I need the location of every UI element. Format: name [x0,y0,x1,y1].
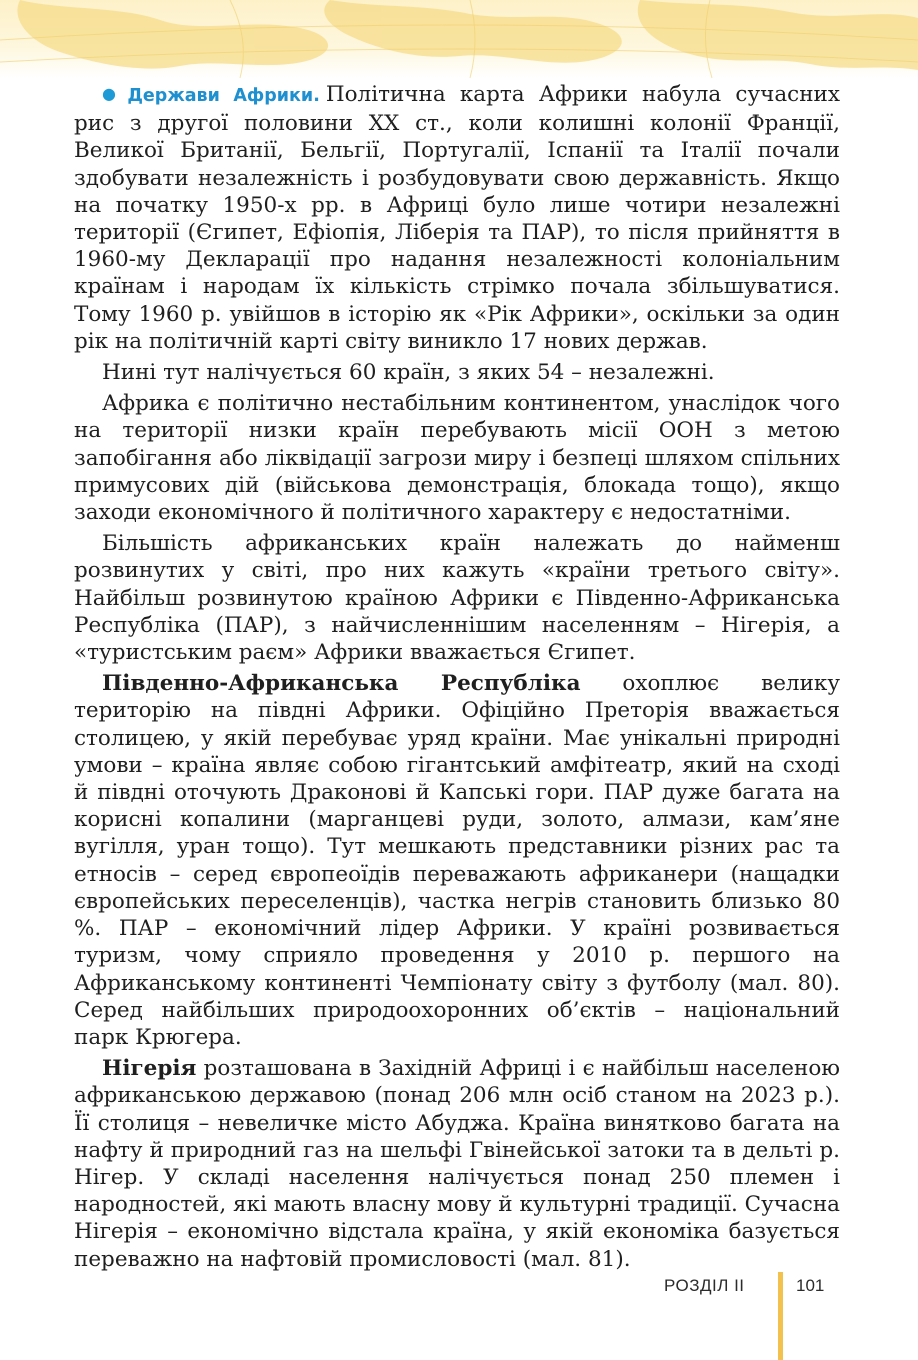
section-heading: Держави Африки. [127,86,320,106]
term-south-africa: Південно-Африканська Республіка [102,671,581,697]
page-number: 101 [796,1276,825,1295]
paragraph-text: Політична карта Африки набула сучасних рис з другої половини XX ст., коли колишні колонії Франції, Великої Британії, Бельгії, Португалії, Іспанії та Італії почали здобувати незалежність і розбудовувати свою державність. Якщо на початку 1950-х рр. в Африці було лише чотири незалежні території (Єгипет, Ефіопія, Ліберія та ПАР), то після прийняття в 1960-му Декларації про надання незалежності колоніальним країнам і народам їх кількість стрімко почала збільшуватися. Тому 1960 р. увійшов в історію як «Рік Африки», оскільки за один рік на політичній карті світу виникло 17 нових держав. [74,82,840,354]
paragraph-text: Нині тут налічується 60 країн, з яких 54 – незалежні. [102,360,715,386]
world-map-icon [0,0,918,78]
paragraph-development [74,530,840,666]
header-banner [0,0,918,78]
paragraph-text: Більшість африканських країн належать до найменш розвинутих у світі, про них кажуть «країни третього світу». Найбільш розвинутою країною Африки є Південно-Африканська Республіка (ПАР), з найчисленнішим населенням – Нігерія, а «туристським раєм» Африки вважається Єгипет. [74,531,840,666]
paragraph-instability [74,390,840,526]
paragraph-text: охоплює велику територію на півдні Африки. Офіційно Преторія вважається столицею, у якій перебуває уряд країни. Має унікальні природні умови – країна являє собою гігантський амфітеатр, який на сході й півдні оточують Драконові й Капські гори. ПАР дуже багата на корисні копалини (марганцеві руди, золото, алмази, кам’яне вугілля, уран тощо). Тут мешкають представники різних рас та етносів – серед європеоїдів переважають африканери (нащадки європейських переселенців), частка негрів становить близько 80 %. ПАР – економічний лідер Африки. У країні розвивається туризм, чому сприяло проведення у 2010 р. першого на Африканському континенті Чемпіонату світу з футболу (мал. 80). Серед найбільших природоохоронних об’єктів – національний парк Крюгера. [74,671,840,1050]
section-label: РОЗДІЛ II [664,1276,745,1295]
paragraph-nigeria [74,1055,840,1273]
paragraph-south-africa [74,670,840,1051]
footer-divider [778,1272,783,1360]
term-nigeria: Нігерія [102,1056,197,1082]
paragraph-states-of-africa [74,80,840,355]
bullet-icon: ● [102,84,124,103]
paragraph-country-count [74,359,840,386]
paragraph-text: розташована в Західній Африці і є найбільш населеною африканською державою (понад 206 млн осіб станом на 2023 р.). Її столиця – невеличке місто Абуджа. Країна винятково багата на нафту й природний газ на шельфі Гвінейської затоки та в дельті р. Нігер. У складі населення налічується понад 250 племен і народностей, які мають власну мову й культурні традиції. Сучасна Нігерія – економічно відстала країна, у якій економіка базується переважно на нафтовій промисловості (мал. 81). [74,1056,840,1272]
main-text [74,80,840,1277]
paragraph-text: Африка є політично нестабільним континентом, унаслідок чого на території низки країн перебувають місії ООН з метою запобігання або ліквідації загрози миру і безпеці шляхом спільних примусових дій (військова демонстрація, блокада тощо), якщо заходи економічного й політичного характеру є недостатніми. [74,391,840,526]
